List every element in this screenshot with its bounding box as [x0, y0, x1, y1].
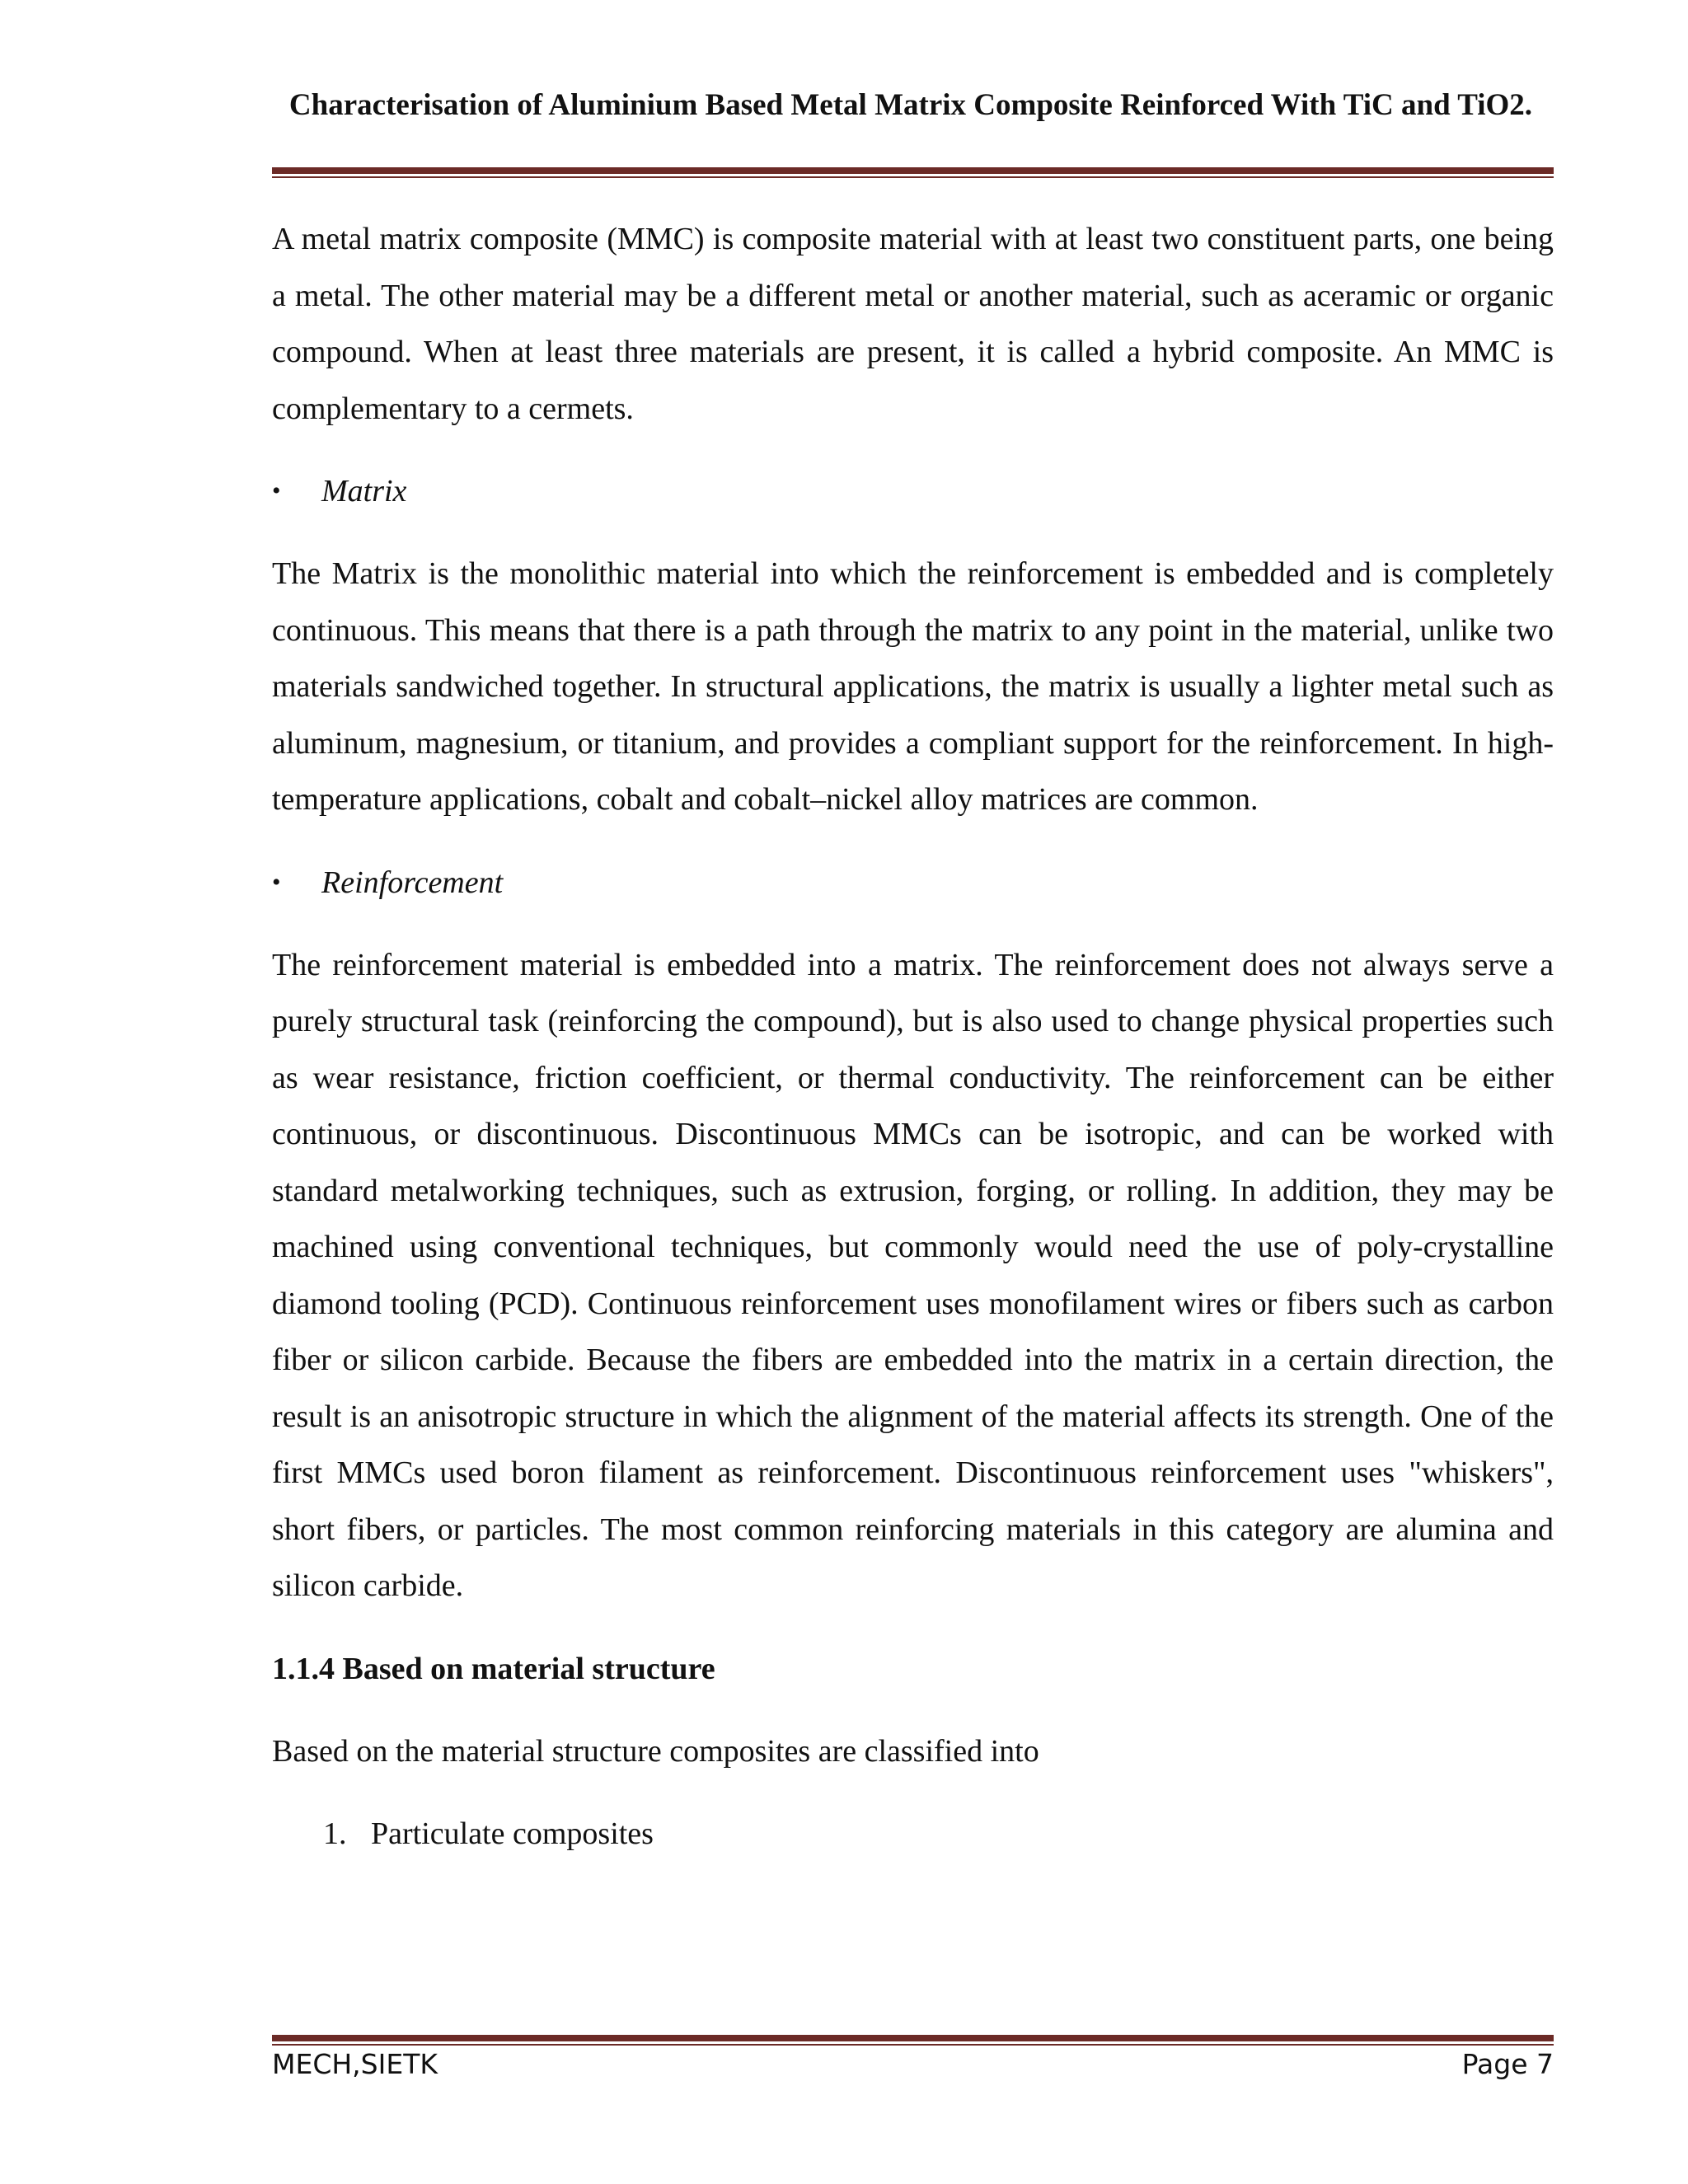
list-item-number: 1.: [323, 1816, 347, 1851]
numbered-list-item: [272, 1806, 1554, 1862]
footer-rule: [272, 2035, 1554, 2046]
bullet-dot-icon: •: [272, 868, 281, 896]
bullet-matrix-label: Matrix: [321, 474, 407, 509]
reinforcement-paragraph: The reinforcement material is embedded into a matrix. The reinforcement does not always serve a purely structural task (reinforcing the compound), but is also used to change physical properties such as wear resistance, friction coefficient, or thermal conductivity. The reinforcement can be either continuous, or discontinuous. Discontinuous MMCs can be isotropic, and can be worked with standard metalworking techniques, such as extrusion, forging, or rolling. In addition, they may be machined using conventional techniques, but commonly would need the use of poly-crystalline diamond tooling (PCD). Continuous reinforcement uses monofilament wires or fibers such as carbon fiber or silicon carbide. Because the fibers are embedded into the matrix in a certain direction, the result is an anisotropic structure in which the alignment of the material affects its strength. One of the first MMCs used boron filament as reinforcement. Discontinuous reinforcement uses "whiskers", short fibers, or particles. The most common reinforcing materials in this category are alumina and silicon carbide.: [272, 947, 1554, 1603]
header-rule-thin: [272, 176, 1554, 178]
list-item-text: Particulate composites: [371, 1816, 654, 1851]
footer-page-number: Page 7: [1461, 2048, 1554, 2080]
footer-rule-thin: [272, 2044, 1554, 2046]
intro-paragraph: A metal matrix composite (MMC) is composite material with at least two constituent parts, one being a metal. The other material may be a different metal or another material, such as aceramic or organic compound. When at least three materials are present, it is called a hybrid composite. An MMC is complementary to a cermets.: [272, 222, 1554, 426]
footer-department: MECH,SIETK: [272, 2048, 438, 2080]
bullet-reinforcement-label: Reinforcement: [321, 865, 504, 900]
matrix-paragraph: The Matrix is the monolithic material into which the reinforcement is embedded and is completely continuous. This means that there is a path through the matrix to any point in the material, unlike two materials sandwiched together. In structural applications, the matrix is usually a lighter metal such as aluminum, magnesium, or titanium, and provides a compliant support for the reinforcement. In high-temperature applications, cobalt and cobalt–nickel alloy matrices are common.: [272, 556, 1554, 817]
section-heading: 1.1.4 Based on material structure: [272, 1651, 715, 1686]
section-paragraph: Based on the material structure composites are classified into: [272, 1733, 1039, 1769]
header-rule-thick: [272, 167, 1554, 174]
footer-rule-thick: [272, 2035, 1554, 2041]
page-header-title: Characterisation of Aluminium Based Metal Matrix Composite Reinforced With TiC and TiO2.: [288, 88, 1533, 122]
bullet-dot-icon: •: [272, 477, 281, 504]
header-rule: [272, 167, 1554, 178]
bullet-matrix: [272, 463, 1554, 519]
page-footer: [272, 2048, 1554, 2080]
bullet-reinforcement: [272, 855, 1554, 911]
page-body: [272, 211, 1554, 1862]
